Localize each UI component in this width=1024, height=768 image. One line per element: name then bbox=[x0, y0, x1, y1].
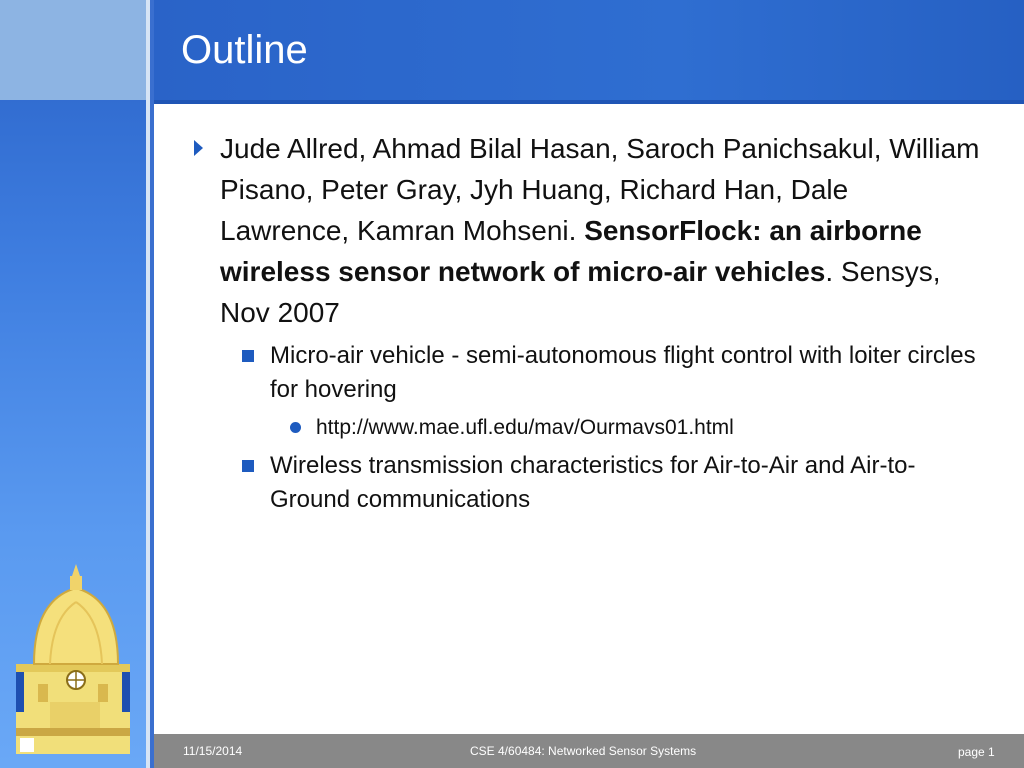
golden-dome-logo-icon bbox=[16, 564, 130, 754]
slide-title: Outline bbox=[181, 28, 308, 72]
bullet-level2-wireless bbox=[240, 449, 980, 517]
footer-course-name: CSE 4/60484: Networked Sensor Systems bbox=[470, 744, 697, 758]
footer-page-number: page 1 bbox=[958, 745, 995, 759]
url-link[interactable]: http://www.mae.ufl.edu/mav/Ourmavs01.html bbox=[316, 416, 734, 439]
square-bullet-icon bbox=[242, 350, 254, 362]
triangle-bullet-icon bbox=[194, 140, 203, 156]
bullet-level2-mav bbox=[240, 339, 980, 407]
left-divider-dark bbox=[150, 0, 154, 768]
left-top-block bbox=[0, 0, 146, 100]
circle-bullet-icon bbox=[290, 422, 301, 433]
paper-venue: . Sensys, Nov 2007 bbox=[220, 256, 941, 328]
bullet-text: Micro-air vehicle - semi-autonomous flight control with loiter circles for hovering bbox=[270, 342, 976, 403]
bullet-level3-link bbox=[290, 413, 980, 443]
footer-date: 11/15/2014 bbox=[183, 744, 243, 758]
slide-content bbox=[190, 128, 980, 517]
bullet-level1 bbox=[190, 128, 980, 333]
title-underline bbox=[154, 100, 1024, 104]
golden-dome-logo bbox=[10, 560, 140, 760]
square-bullet-icon bbox=[242, 460, 254, 472]
paper-authors: Jude Allred, Ahmad Bilal Hasan, Saroch Panichsakul, William Pisano, Peter Gray, Jyh Huang, Richard Han, Dale Lawrence, Kamran Mohseni. bbox=[220, 133, 980, 246]
paper-title: SensorFlock: an airborne wireless sensor network of micro-air vehicles bbox=[220, 215, 922, 287]
bullet-text: Wireless transmission characteristics for Air-to-Air and Air-to-Ground communications bbox=[270, 452, 916, 513]
